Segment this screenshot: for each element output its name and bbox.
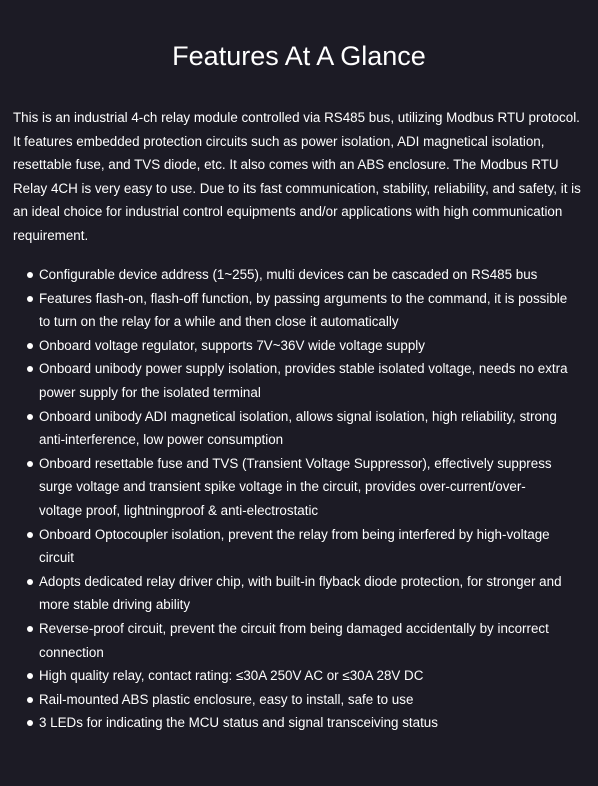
feature-item — [0, 617, 598, 664]
feature-text: 3 LEDs for indicating the MCU status and signal transceiving status — [39, 715, 438, 731]
bullet-icon — [27, 720, 33, 726]
feature-item — [0, 357, 598, 404]
intro-paragraph: This is an industrial 4-ch relay module controlled via RS485 bus, utilizing Modbus RTU protocol. It features embedded protection circuits such as power isolation, ADI magnetical isolation, resettable fuse, and TVS diode, etc. It also comes with an ABS enclosure. The Modbus RTU Relay 4CH is very easy to use. Due to its fast communication, stability, reliability, and safety, it is an ideal choice for industrial control equipments and/or applications with high communication requirement. — [13, 110, 581, 243]
feature-text: Onboard Optocoupler isolation, prevent the relay from being interfered by high-voltage circuit — [39, 526, 550, 566]
feature-text: Onboard voltage regulator, supports 7V~36V wide voltage supply — [39, 337, 425, 353]
feature-text: Configurable device address (1~255), multi devices can be cascaded on RS485 bus — [39, 267, 538, 282]
bullet-icon — [27, 532, 33, 538]
feature-text: Reverse-proof circuit, prevent the circuit from being damaged accidentally by incorrect connection — [39, 620, 549, 660]
bullet-icon — [27, 343, 33, 349]
feature-text: High quality relay, contact rating: ≤30A 250V AC or ≤30A 28V DC — [39, 668, 424, 684]
bullet-icon — [27, 626, 33, 632]
bullet-icon — [27, 296, 33, 302]
feature-item — [0, 452, 598, 523]
feature-item — [0, 334, 598, 358]
feature-item — [0, 523, 598, 570]
bullet-icon — [27, 461, 33, 467]
feature-text: Onboard resettable fuse and TVS (Transient Voltage Suppressor), effectively suppress surge voltage and transient spike voltage in the circuit, provides over-current/over-voltage proof, lightningproof & anti-electrostatic — [39, 455, 552, 518]
feature-text: Features flash-on, flash-off function, by passing arguments to the command, it is possible to turn on the relay for a while and then close it automatically — [39, 290, 568, 330]
feature-list — [0, 263, 598, 735]
feature-item — [0, 711, 598, 735]
feature-item — [0, 263, 598, 287]
bullet-icon — [27, 272, 33, 278]
bullet-icon — [27, 579, 33, 585]
feature-text: Adopts dedicated relay driver chip, with built-in flyback diode protection, for stronger and more stable driving ability — [39, 573, 562, 613]
feature-item — [0, 664, 598, 688]
feature-text: Onboard unibody power supply isolation, provides stable isolated voltage, needs no extra power supply for the isolated terminal — [39, 361, 568, 400]
page-title: Features At A Glance — [172, 41, 426, 71]
feature-item — [0, 287, 598, 334]
bullet-icon — [27, 697, 33, 703]
feature-text: Onboard unibody ADI magnetical isolation, allows signal isolation, high reliability, strong anti-interference, low power consumption — [39, 408, 557, 448]
bullet-icon — [27, 414, 33, 420]
feature-item — [0, 570, 598, 617]
bullet-icon — [27, 673, 33, 679]
bullet-icon — [27, 366, 33, 372]
feature-item — [0, 405, 598, 452]
feature-text: Rail-mounted ABS plastic enclosure, easy to install, safe to use — [39, 691, 414, 707]
feature-item — [0, 688, 598, 712]
